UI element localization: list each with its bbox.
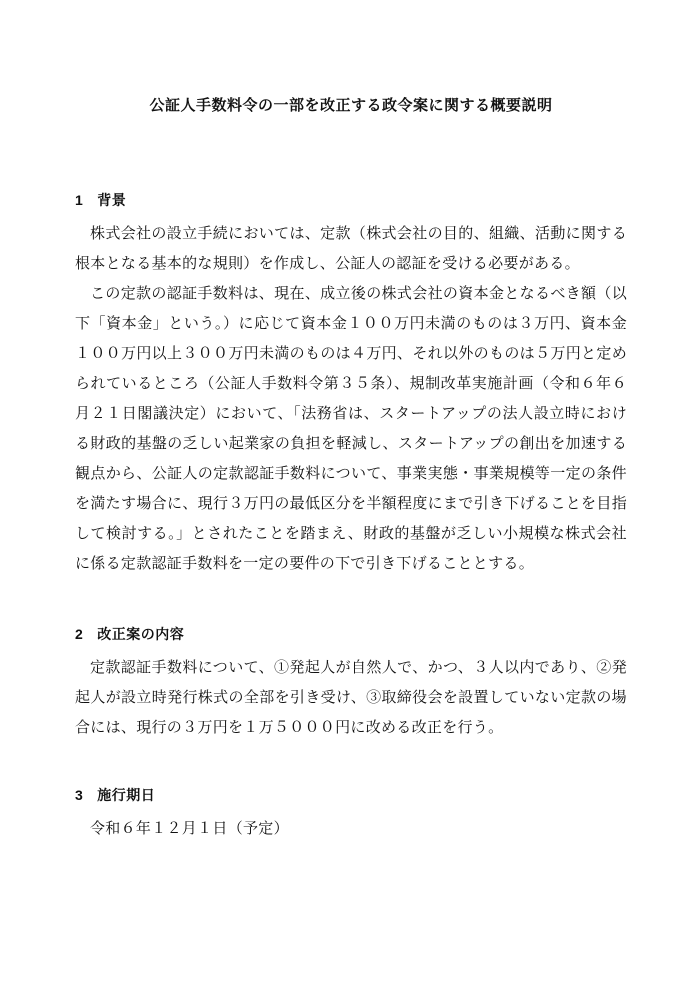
paragraph: 株式会社の設立手続においては、定款（株式会社の目的、組織、活動に関する根本となる基本的な規則）を作成し、公証人の認証を受ける必要がある。 bbox=[75, 226, 627, 272]
section-number: 3 bbox=[75, 787, 84, 803]
paragraph: この定款の認証手数料は、現在、成立後の株式会社の資本金となるべき額（以下「資本金」という。）に応じて資本金１００万円未満のものは３万円、資本金１００万円以上３００万円未満のものは４万円、それ以外のものは５万円と定められているところ（公証人手数料令第３５条）、規制改革実施計画（令和６年６月２１日閣議決定）において、「法務省は、スタートアップの法人設立時における財政的基盤の乏しい起業家の負担を軽減し、スタートアップの創出を加速する観点から、公証人の定款認証手数料について、事業実態・事業規模等一定の条件を満たす場合に、現行３万円の最低区分を半額程度にまで引き下げることを目指して検討する。」とされたことを踏まえ、財政的基盤が乏しい小規模な株式会社に係る定款認証手数料を一定の要件の下で引き下げることとする。 bbox=[75, 286, 627, 572]
paragraph: 定款認証手数料について、①発起人が自然人で、かつ、３人以内であり、②発起人が設立時発行株式の全部を引き受け、③取締役会を設置していない定款の場合には、現行の３万円を１万５０００円に改める改正を行う。 bbox=[75, 660, 627, 736]
section-background bbox=[75, 190, 627, 579]
section-heading-effective-date bbox=[75, 785, 627, 805]
document-title: 公証人手数料令の一部を改正する政令案に関する概要説明 bbox=[149, 97, 553, 114]
paragraph: 令和６年１２月１日（予定） bbox=[90, 821, 289, 837]
section-heading-amendment-content bbox=[75, 624, 627, 644]
section-label: 改正案の内容 bbox=[97, 626, 185, 642]
section-label: 背景 bbox=[97, 192, 127, 208]
section-number: 1 bbox=[75, 192, 84, 208]
section-effective-date bbox=[75, 785, 627, 844]
section-number: 2 bbox=[75, 626, 84, 642]
section-amendment-content bbox=[75, 624, 627, 743]
section-heading-background bbox=[75, 190, 627, 210]
section-label: 施行期日 bbox=[97, 787, 156, 803]
